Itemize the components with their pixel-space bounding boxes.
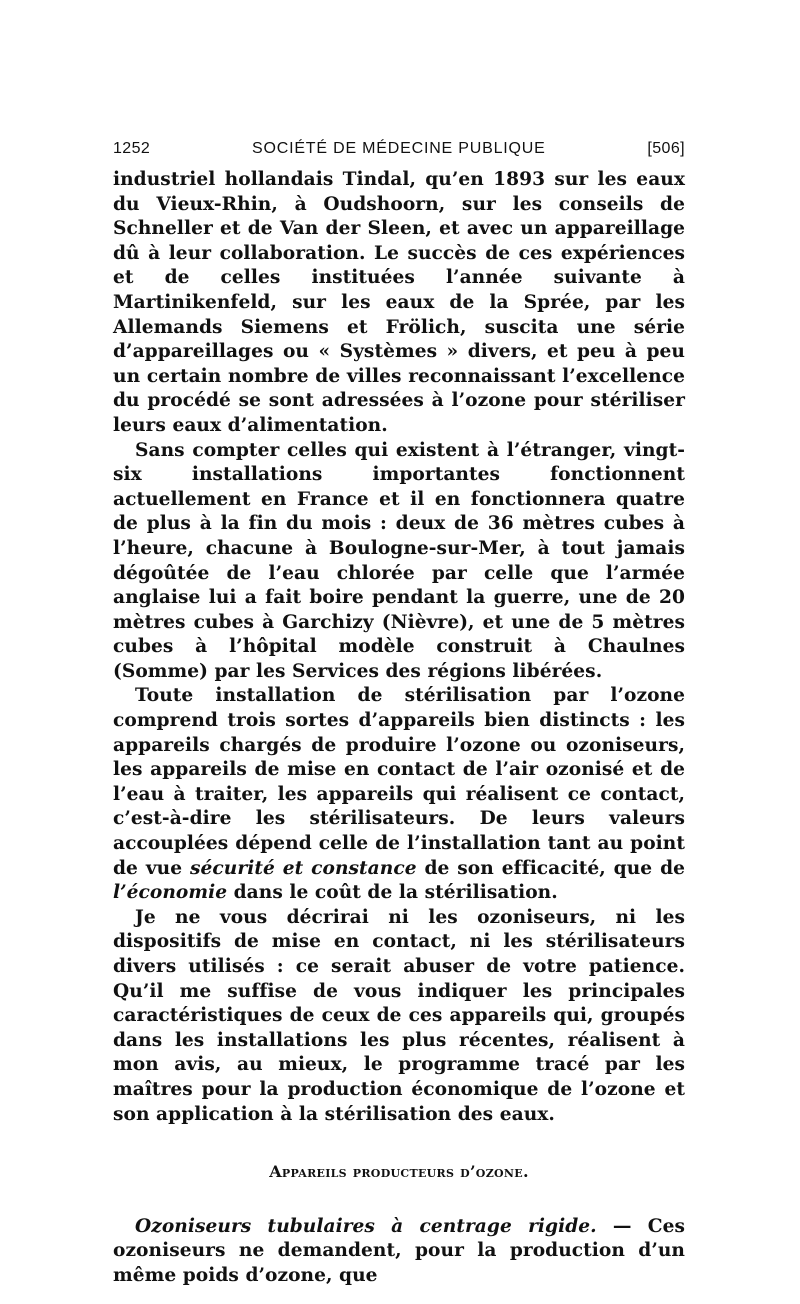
paragraph-2: Sans compter celles qui existent à l’étranger, vingt-six installations importantes fonctionnent actuellement en France et il en fonctionnera quatre de plus à la fin du mois : deux de 36 mètres cubes à l’heure, chacune à Boulogne-sur-Mer, à tout jamais dégoûtée de l’eau chlorée par celle que l’armée anglaise lui a fait boire pendant la guerre, une de 20 mètres cubes à Garchizy (Nièvre), et une de 5 mètres cubes à l’hôpital modèle construit à Chaulnes (Somme) par les Services des régions libérées. bbox=[113, 439, 685, 682]
paragraph-5-italic-lead: Ozoniseurs tubulaires à centrage rigide. bbox=[135, 1215, 597, 1237]
page-number: 1252 bbox=[113, 140, 151, 157]
paragraph-3-text-c: dans le coût de la stérilisation. bbox=[227, 882, 558, 904]
paragraph-3-text-b: de son efficacité, que de bbox=[416, 857, 686, 879]
paragraph-5-text: — Ces ozoniseurs ne demandent, pour la production d’un même poids d’ozone, que bbox=[113, 1215, 686, 1286]
paragraph-3 bbox=[113, 684, 685, 905]
document-page bbox=[113, 140, 685, 1289]
paragraph-3-text-a: Toute installation de stérilisation par l’ozone comprend trois sortes d’appareils bien distincts : les appareils chargés de produire l’ozone ou ozoniseurs, les appareils de mise en contact de l’air ozonisé et de l’eau à traiter, les appareils qui réalisent ce contact, c’est-à-dire les stérilisateurs. De leurs valeurs accouplées dépend celle de l’installation tant au point de vue bbox=[113, 685, 685, 879]
bracketed-page-number: [506] bbox=[647, 140, 685, 157]
running-header bbox=[113, 140, 685, 168]
body-text bbox=[113, 168, 685, 1289]
paragraph-5 bbox=[113, 1215, 685, 1289]
paragraph-4: Je ne vous décrirai ni les ozoniseurs, ni les dispositifs de mise en contact, ni les stérilisateurs divers utilisés : ce serait abuser de votre patience. Qu’il me suffise de vous indiquer les principales caractéristiques de ceux de ces appareils qui, groupés dans les installations les plus récentes, réalisent à mon avis, au mieux, le programme tracé par les maîtres pour la production économique de l’ozone et son application à la stérilisation des eaux. bbox=[113, 906, 685, 1125]
running-title: SOCIÉTÉ DE MÉDECINE PUBLIQUE bbox=[252, 140, 546, 157]
paragraph-1: industriel hollandais Tindal, qu’en 1893 sur les eaux du Vieux-Rhin, à Oudshoorn, sur les conseils de Schneller et de Van der Sleen, et avec un appareillage dû à leur collaboration. Le succès de ces expériences et de celles instituées l’année suivante à Martinikenfeld, sur les eaux de la Sprée, par les Allemands Siemens et Frölich, suscita une série d’appareillages ou « Systèmes » divers, et peu à peu un certain nombre de villes reconnaissant l’excellence du procédé se sont adressées à l’ozone pour stériliser leurs eaux d’alimentation. bbox=[113, 169, 685, 436]
section-heading: Appareils producteurs d’ozone. bbox=[269, 1162, 529, 1182]
paragraph-3-emphasis-economie: l’économie bbox=[113, 882, 228, 904]
paragraph-3-emphasis-securite: sécurité et constance bbox=[190, 857, 417, 879]
